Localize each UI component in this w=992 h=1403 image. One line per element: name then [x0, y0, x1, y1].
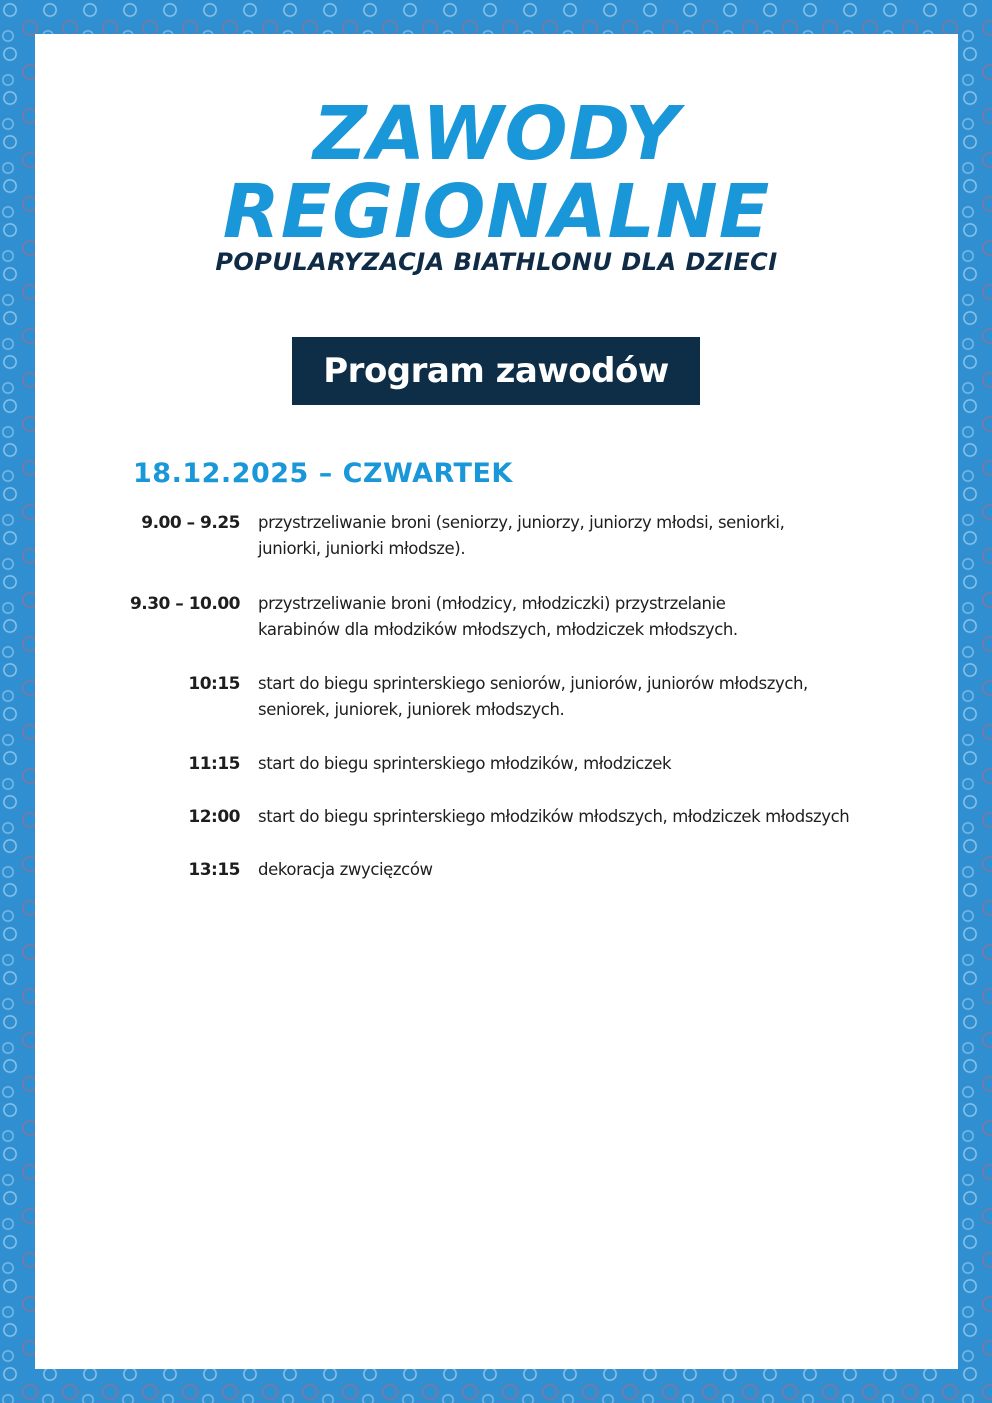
schedule-description-line: przystrzeliwanie broni (seniorzy, juniorzy, juniorzy młodsi, seniorki,: [258, 513, 785, 532]
schedule-time: 12:00: [188, 807, 240, 827]
subtitle: POPULARYZACJA BIATHLONU DLA DZIECI: [215, 248, 778, 276]
schedule-description-line: start do biegu sprinterskiego młodzików młodszych, młodziczek młodszych: [258, 807, 850, 826]
schedule-description: [258, 510, 908, 562]
schedule-description-line: przystrzeliwanie broni (młodzicy, młodziczki) przystrzelanie: [258, 594, 726, 613]
title-line-2: REGIONALNE: [222, 169, 771, 255]
day-heading: 18.12.2025 – CZWARTEK: [133, 458, 513, 489]
schedule-time: 9.00 – 9.25: [141, 513, 240, 533]
schedule-description-line: seniorek, juniorek, juniorek młodszych.: [258, 700, 565, 719]
schedule-description: [258, 671, 908, 723]
schedule-time: 10:15: [188, 674, 240, 694]
schedule-time: 13:15: [188, 860, 240, 880]
schedule-time: 9.30 – 10.00: [129, 594, 240, 614]
schedule-description-line: start do biegu sprinterskiego młodzików, młodziczek: [258, 754, 672, 773]
program-heading-box: [292, 337, 700, 405]
schedule-description: [258, 751, 908, 777]
schedule-time: 11:15: [188, 754, 240, 774]
schedule-description-line: start do biegu sprinterskiego seniorów, juniorów, juniorów młodszych,: [258, 674, 808, 693]
schedule-description: [258, 857, 908, 883]
schedule-description: [258, 804, 908, 830]
schedule-description-line: karabinów dla młodzików młodszych, młodziczek młodszych.: [258, 620, 738, 639]
program-heading-label: Program zawodów: [323, 351, 669, 391]
page-sheet: [35, 34, 958, 1369]
title-line-1: ZAWODY: [313, 91, 680, 177]
schedule-description-line: juniorki, juniorki młodsze).: [258, 539, 466, 558]
schedule-description-line: dekoracja zwycięzców: [258, 860, 433, 879]
schedule-description: [258, 591, 908, 643]
